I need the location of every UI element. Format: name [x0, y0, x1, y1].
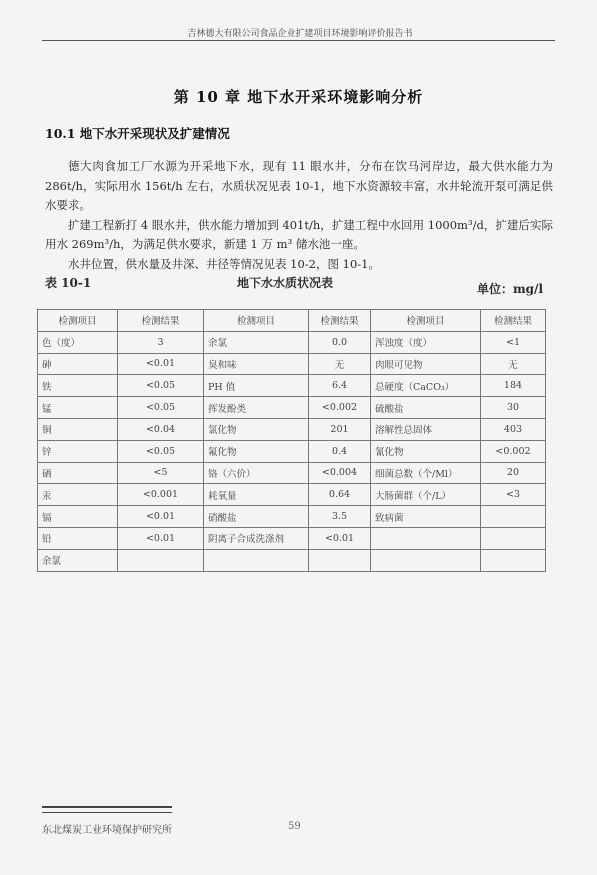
paragraph: 扩建工程新打 4 眼水井，供水能力增加到 401t/h，扩建工程中水回用 1000m³/d，扩建后实际用水 269m³/h，为满足供水要求，新建 1 万 m³ 储水池一座。 [45, 217, 553, 251]
item-cell: 阴离子合成洗涤剂 [204, 527, 309, 549]
item-cell: 耗氧量 [204, 484, 309, 506]
result-cell: 无 [481, 353, 546, 375]
result-cell: 3 [118, 331, 204, 353]
result-cell: <0.04 [118, 418, 204, 440]
header-cell: 检测项目 [371, 310, 481, 332]
item-cell: 浑浊度（度） [371, 331, 481, 353]
item-cell: 氯化物 [204, 418, 309, 440]
item-cell: 氰化物 [371, 440, 481, 462]
item-cell: 总硬度（CaCO₃） [371, 375, 481, 397]
table-row [38, 527, 546, 549]
item-cell: 汞 [38, 484, 118, 506]
result-cell: 无 [309, 353, 371, 375]
item-cell: 镉 [38, 506, 118, 528]
result-cell: 0.0 [309, 331, 371, 353]
result-cell: 30 [481, 397, 546, 419]
result-cell: <0.002 [309, 397, 371, 419]
item-cell: PH 值 [204, 375, 309, 397]
table-row [38, 353, 546, 375]
table-row [38, 440, 546, 462]
header-cell: 检测结果 [309, 310, 371, 332]
result-cell: 3.5 [309, 506, 371, 528]
result-cell: <5 [118, 462, 204, 484]
table-caption [45, 274, 553, 294]
result-cell: <0.05 [118, 397, 204, 419]
item-cell: 色（度） [38, 331, 118, 353]
table-row [38, 549, 546, 571]
result-cell: <0.05 [118, 375, 204, 397]
section-title: 10.1 地下水开采现状及扩建情况 [45, 126, 230, 141]
item-cell: 溶解性总固体 [371, 418, 481, 440]
item-cell: 硒 [38, 462, 118, 484]
table-row [38, 506, 546, 528]
header-cell: 检测项目 [204, 310, 309, 332]
table-id: 表 10-1 [45, 276, 92, 290]
footer-organization: 东北煤炭工业环境保护研究所 [42, 825, 172, 836]
item-cell: 铬（六价） [204, 462, 309, 484]
item-cell: 硫酸盐 [371, 397, 481, 419]
running-header: 吉林德大有限公司食品企业扩建项目环境影响评价报告书 [187, 29, 413, 39]
result-cell: <0.01 [118, 353, 204, 375]
table-row [38, 331, 546, 353]
table-row [38, 375, 546, 397]
item-cell: 致病菌 [371, 506, 481, 528]
result-cell: <0.01 [309, 527, 371, 549]
result-cell [118, 549, 204, 571]
item-cell: 细菌总数（个/Ml） [371, 462, 481, 484]
result-cell: 0.64 [309, 484, 371, 506]
item-cell: 肉眼可见物 [371, 353, 481, 375]
result-cell: <0.004 [309, 462, 371, 484]
table-header [38, 310, 546, 332]
header-rule [42, 40, 555, 41]
result-cell [309, 549, 371, 571]
table-row [38, 418, 546, 440]
item-cell [371, 527, 481, 549]
result-cell: <0.01 [118, 506, 204, 528]
result-cell: <0.002 [481, 440, 546, 462]
item-cell: 锌 [38, 440, 118, 462]
item-cell: 余氯 [38, 549, 118, 571]
result-cell: 201 [309, 418, 371, 440]
result-cell: 0.4 [309, 440, 371, 462]
page-number: 59 [288, 821, 301, 832]
water-quality-table [37, 309, 546, 572]
result-cell: <0.01 [118, 527, 204, 549]
table-body [38, 331, 546, 571]
item-cell: 铅 [38, 527, 118, 549]
table-row [38, 462, 546, 484]
result-cell: 403 [481, 418, 546, 440]
result-cell: 6.4 [309, 375, 371, 397]
table-row [38, 484, 546, 506]
result-cell: <3 [481, 484, 546, 506]
item-cell: 铁 [38, 375, 118, 397]
item-cell: 硝酸盐 [204, 506, 309, 528]
table-header-row [38, 310, 546, 332]
result-cell: <0.001 [118, 484, 204, 506]
item-cell: 氟化物 [204, 440, 309, 462]
header-cell: 检测结果 [118, 310, 204, 332]
item-cell: 铜 [38, 418, 118, 440]
table-unit: 单位：mg/l [476, 282, 543, 296]
item-cell: 砷 [38, 353, 118, 375]
result-cell: 20 [481, 462, 546, 484]
table-title: 地下水水质状况表 [236, 276, 333, 290]
chapter-title: 第 10 章 地下水开采环境影响分析 [173, 88, 424, 106]
item-cell: 余氯 [204, 331, 309, 353]
result-cell [481, 527, 546, 549]
item-cell: 挥发酚类 [204, 397, 309, 419]
item-cell [371, 549, 481, 571]
paragraph: 水井位置，供水量及井深、井径等情况见表 10-2，图 10-1。 [68, 256, 380, 271]
item-cell: 锰 [38, 397, 118, 419]
paragraph: 德大肉食加工厂水源为开采地下水，现有 11 眼水井，分布在饮马河岸边，最大供水能力为 286t/h，实际用水 156t/h 左右，水质状况见表 10-1，地下水资源较丰富，水井轮流开泵可满足供水要求。 [45, 159, 553, 212]
result-cell [481, 506, 546, 528]
result-cell: 184 [481, 375, 546, 397]
footer-rule [42, 812, 172, 813]
result-cell: <1 [481, 331, 546, 353]
result-cell [481, 549, 546, 571]
header-cell: 检测结果 [481, 310, 546, 332]
table-row [38, 397, 546, 419]
footer-rule [42, 806, 172, 808]
header-cell: 检测项目 [38, 310, 118, 332]
item-cell: 臭和味 [204, 353, 309, 375]
item-cell: 大肠菌群（个/L） [371, 484, 481, 506]
item-cell [204, 549, 309, 571]
result-cell: <0.05 [118, 440, 204, 462]
body-text [45, 157, 553, 274]
